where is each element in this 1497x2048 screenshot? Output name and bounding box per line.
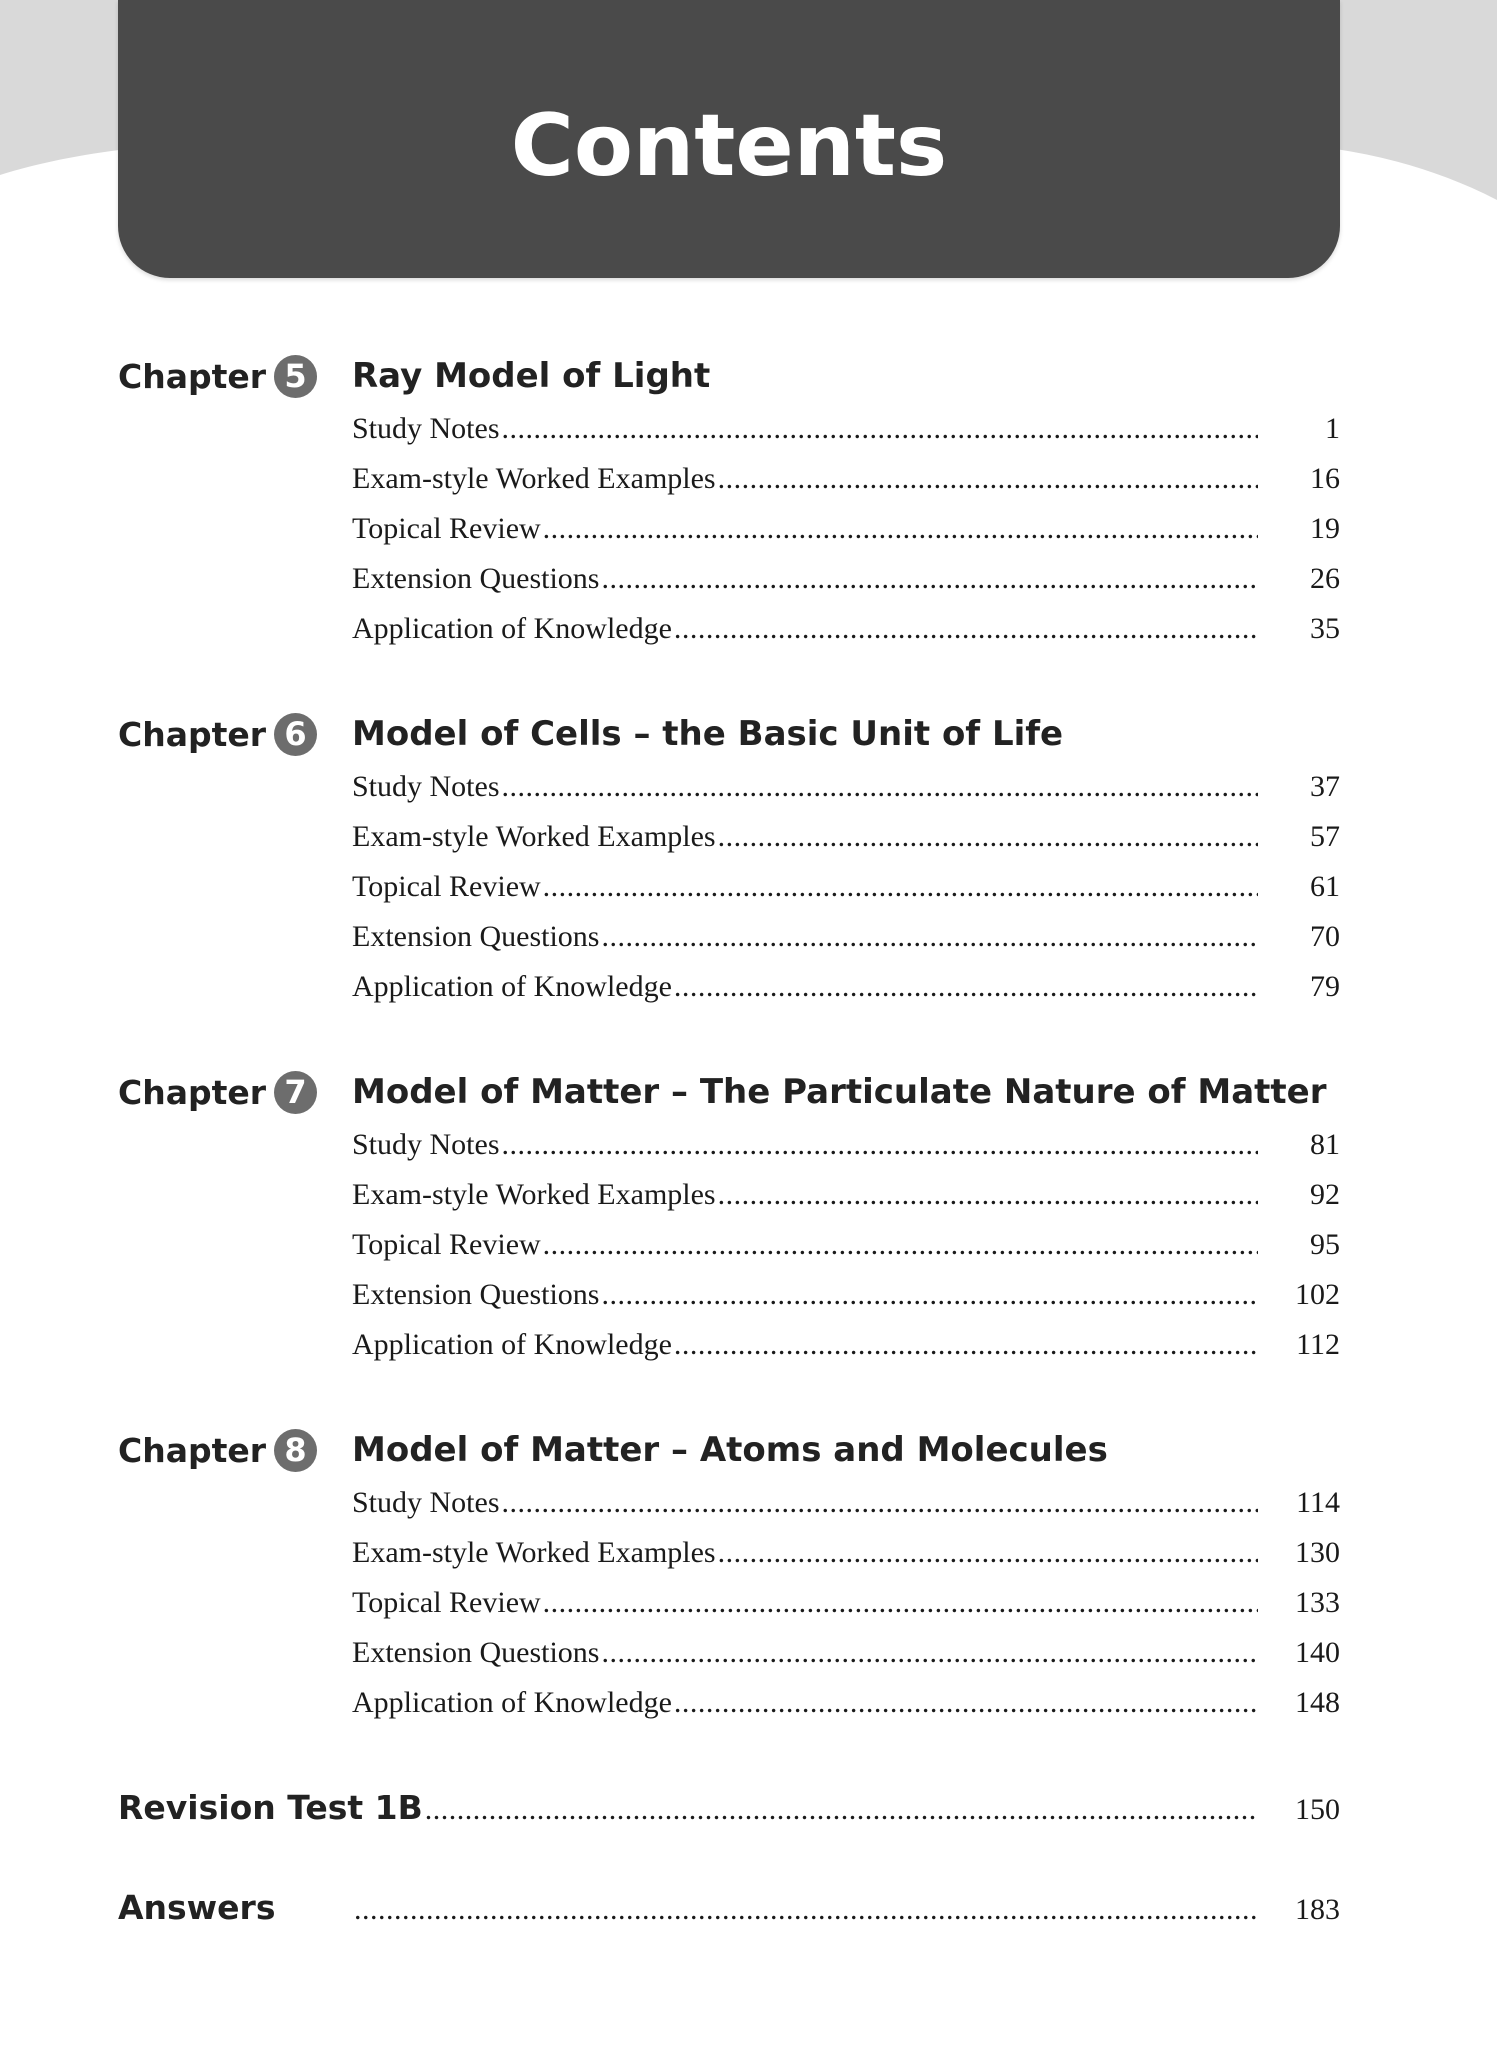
toc-entry-topical-review[interactable] [352,504,1340,554]
chapter-title: Ray Model of Light [352,356,711,396]
toc-entry-worked-examples[interactable] [352,1170,1340,1220]
dot-leader [602,554,1259,604]
toc-entry-study-notes[interactable] [352,762,1340,812]
dot-leader [718,1528,1258,1578]
entry-page-number: 102 [1295,1278,1340,1311]
chapter-section-5 [118,348,1340,654]
entry-label: Study Notes [352,412,500,445]
toc-entry-worked-examples[interactable] [352,454,1340,504]
entry-page-number: 112 [1296,1328,1340,1361]
toc-entry-extension-questions[interactable] [352,1270,1340,1320]
dot-leader [718,454,1258,504]
chapter-heading[interactable] [118,1064,1340,1120]
entry-page-number: 140 [1295,1636,1340,1669]
entry-page-number: 114 [1296,1486,1340,1519]
entry-page-number: 57 [1310,820,1340,853]
chapter-section-6 [118,706,1340,1012]
toc-entry-application-of-knowledge[interactable] [352,604,1340,654]
dot-leader [543,1220,1258,1270]
dot-leader [674,604,1258,654]
toc-entry-application-of-knowledge[interactable] [352,1678,1340,1728]
toc-entry-study-notes[interactable] [352,1120,1340,1170]
dot-leader [543,862,1258,912]
dot-leader [502,1478,1258,1528]
entry-page-number: 70 [1310,920,1340,953]
chapter-heading[interactable] [118,706,1340,762]
entry-label: Exam-style Worked Examples [352,1178,716,1211]
chapter-entries [352,1120,1340,1370]
entry-label: Extension Questions [352,1278,600,1311]
dot-leader [354,1882,1258,1938]
entry-page-number: 81 [1310,1128,1340,1161]
chapter-word: Chapter [118,1072,267,1112]
entry-page-number: 92 [1310,1178,1340,1211]
chapter-word: Chapter [118,714,267,754]
toc-entry-extension-questions[interactable] [352,912,1340,962]
entry-page-number: 95 [1310,1228,1340,1261]
entry-label: Extension Questions [352,562,600,595]
entry-label: Extension Questions [352,1636,600,1669]
chapter-label [118,355,352,398]
entry-label: Study Notes [352,770,500,803]
toc-entry-revision-test[interactable] [118,1780,1340,1836]
entry-page-number: 1 [1325,412,1340,445]
chapter-word: Chapter [118,1430,267,1470]
dot-leader [718,1170,1258,1220]
entry-label: Study Notes [352,1486,500,1519]
dot-leader [718,812,1258,862]
dot-leader [602,1270,1259,1320]
dot-leader [543,1578,1258,1628]
entry-label: Topical Review [352,1586,541,1619]
chapter-title: Model of Cells – the Basic Unit of Life [352,714,1064,754]
toc-entry-topical-review[interactable] [352,862,1340,912]
dot-leader [502,404,1258,454]
entry-page-number: 148 [1295,1686,1340,1719]
entry-page-number: 37 [1310,770,1340,803]
chapter-heading[interactable] [118,348,1340,404]
chapter-number-badge: 8 [274,1429,317,1472]
entry-label: Application of Knowledge [352,1686,672,1719]
entry-page-number: 130 [1295,1536,1340,1569]
entry-label: Extension Questions [352,920,600,953]
entry-label: Application of Knowledge [352,970,672,1003]
entry-page-number: 150 [1295,1793,1340,1826]
entry-label: Exam-style Worked Examples [352,1536,716,1569]
page-title: Contents [510,96,948,196]
entry-label: Exam-style Worked Examples [352,462,716,495]
entry-page-number: 183 [1295,1893,1340,1926]
table-of-contents [118,348,1340,1980]
entry-page-number: 61 [1310,870,1340,903]
contents-header [118,0,1340,278]
dot-leader [602,1628,1259,1678]
chapter-section-8 [118,1422,1340,1728]
chapter-label [118,1429,352,1472]
dot-leader [543,504,1258,554]
chapter-heading[interactable] [118,1422,1340,1478]
dot-leader [602,912,1259,962]
toc-entry-topical-review[interactable] [352,1220,1340,1270]
chapter-entries [352,1478,1340,1728]
entry-page-number: 26 [1310,562,1340,595]
entry-label: Exam-style Worked Examples [352,820,716,853]
chapter-word: Chapter [118,356,267,396]
entry-label: Topical Review [352,512,541,545]
toc-entry-worked-examples[interactable] [352,812,1340,862]
answers-label: Answers [118,1888,276,1927]
dot-leader [674,962,1258,1012]
chapter-entries [352,762,1340,1012]
toc-entry-study-notes[interactable] [352,404,1340,454]
chapter-number-badge: 6 [274,713,317,756]
toc-entry-worked-examples[interactable] [352,1528,1340,1578]
entry-page-number: 16 [1310,462,1340,495]
toc-entry-extension-questions[interactable] [352,1628,1340,1678]
entry-page-number: 133 [1295,1586,1340,1619]
dot-leader [502,1120,1258,1170]
entry-label: Topical Review [352,870,541,903]
toc-entry-application-of-knowledge[interactable] [352,962,1340,1012]
entry-label: Topical Review [352,1228,541,1261]
entry-page-number: 35 [1310,612,1340,645]
dot-leader [674,1678,1258,1728]
chapter-entries [352,404,1340,654]
entry-label: Study Notes [352,1128,500,1161]
chapter-section-7 [118,1064,1340,1370]
dot-leader [502,762,1258,812]
entry-label: Application of Knowledge [352,612,672,645]
chapter-number-badge: 7 [274,1071,317,1114]
toc-entry-topical-review[interactable] [352,1578,1340,1628]
toc-entry-study-notes[interactable] [352,1478,1340,1528]
chapter-title: Model of Matter – Atoms and Molecules [352,1430,1108,1470]
revision-test-label: Revision Test 1B [118,1788,423,1827]
chapter-number-badge: 5 [274,355,317,398]
entry-page-number: 19 [1310,512,1340,545]
chapter-label [118,1071,352,1114]
entry-label: Application of Knowledge [352,1328,672,1361]
toc-entry-extension-questions[interactable] [352,554,1340,604]
entry-page-number: 79 [1310,970,1340,1003]
toc-entry-application-of-knowledge[interactable] [352,1320,1340,1370]
chapter-title: Model of Matter – The Particulate Nature of Matter [352,1072,1327,1112]
toc-entry-answers[interactable] [118,1880,1340,1936]
dot-leader [425,1782,1258,1838]
chapter-label [118,713,352,756]
dot-leader [674,1320,1258,1370]
